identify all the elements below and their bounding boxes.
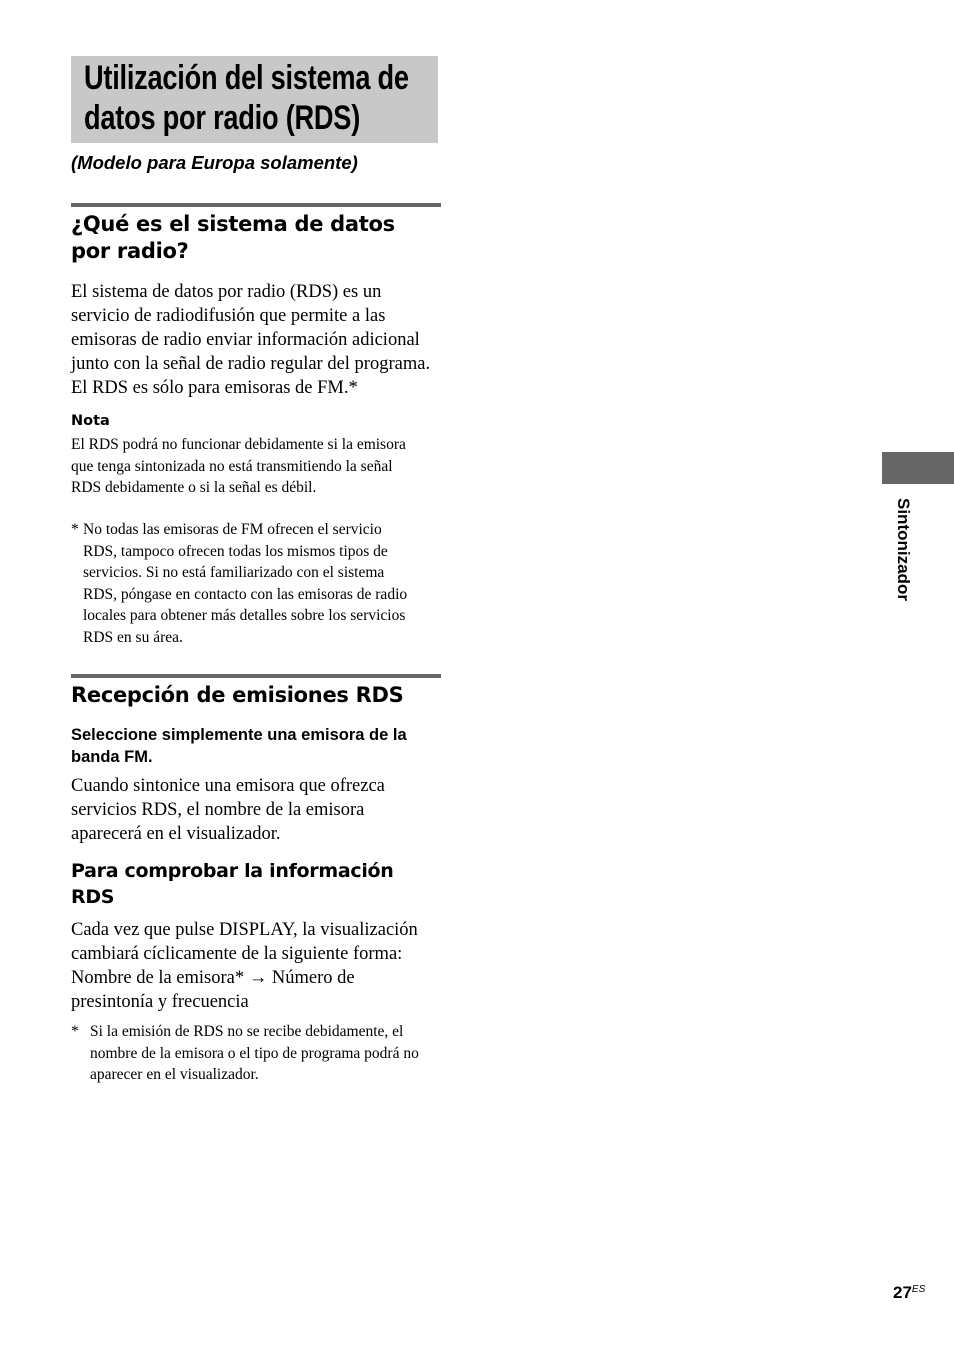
section-body: Cuando sintonice una emisora que ofrezca servicios RDS, el nombre de la emisora aparecerá en el visualizador. — [71, 776, 385, 844]
footnote-text: Si la emisión de RDS no se recibe debidamente, el nombre de la emisora o el tipo de programa podrá no aparecer en el visualizador. — [90, 1023, 419, 1083]
page-number-value: 27 — [893, 1283, 912, 1302]
page-language-suffix: ES — [911, 1284, 926, 1295]
section-body: El sistema de datos por radio (RDS) es un servicio de radiodifusión que permite a las emisoras de radio enviar información adicional junto con la señal de radio regular del programa. El RDS es sólo para emisoras de FM.* — [71, 282, 431, 398]
section-body-display: Cada vez que pulse DISPLAY, la visualización cambiará cíclicamente de la siguiente forma: Nombre de la emisora* → Número de presintonía y frecuencia — [71, 920, 418, 1012]
note-label: Nota — [71, 413, 110, 429]
footnote-mark: * — [71, 1023, 79, 1040]
subheading-check-rds-info: Para comprobar la información RDS — [71, 860, 394, 908]
section-divider — [71, 203, 441, 207]
instruction-text: Seleccione simplemente una emisora de la banda FM. — [71, 726, 407, 766]
section-heading-what-is-rds: ¿Qué es el sistema de datos por radio? — [71, 212, 395, 263]
footnote-text: No todas las emisoras de FM ofrecen el servicio RDS, tampoco ofrecen todas los mismos tipos de servicios. Si no está familiarizado con el sistema RDS, póngase en contacto con las emisoras de radio locales para obtener más detalles sobre los servicios RDS en su área. — [83, 521, 408, 646]
footnote-mark: * — [71, 521, 79, 538]
note-text: El RDS podrá no funcionar debidamente si la emisora que tenga sintonizada no está transmitiendo la señal RDS debidamente o si la señal es débil. — [71, 436, 406, 496]
section-heading-rds-reception: Recepción de emisiones RDS — [71, 683, 404, 707]
side-tab-marker — [882, 452, 954, 484]
page-title: Utilización del sistema de datos por radio (RDS) — [84, 59, 409, 137]
section-divider — [71, 674, 441, 678]
side-tab-label: Sintonizador — [894, 498, 913, 601]
page-number — [893, 1283, 925, 1303]
page-subtitle: (Modelo para Europa solamente) — [71, 152, 358, 173]
